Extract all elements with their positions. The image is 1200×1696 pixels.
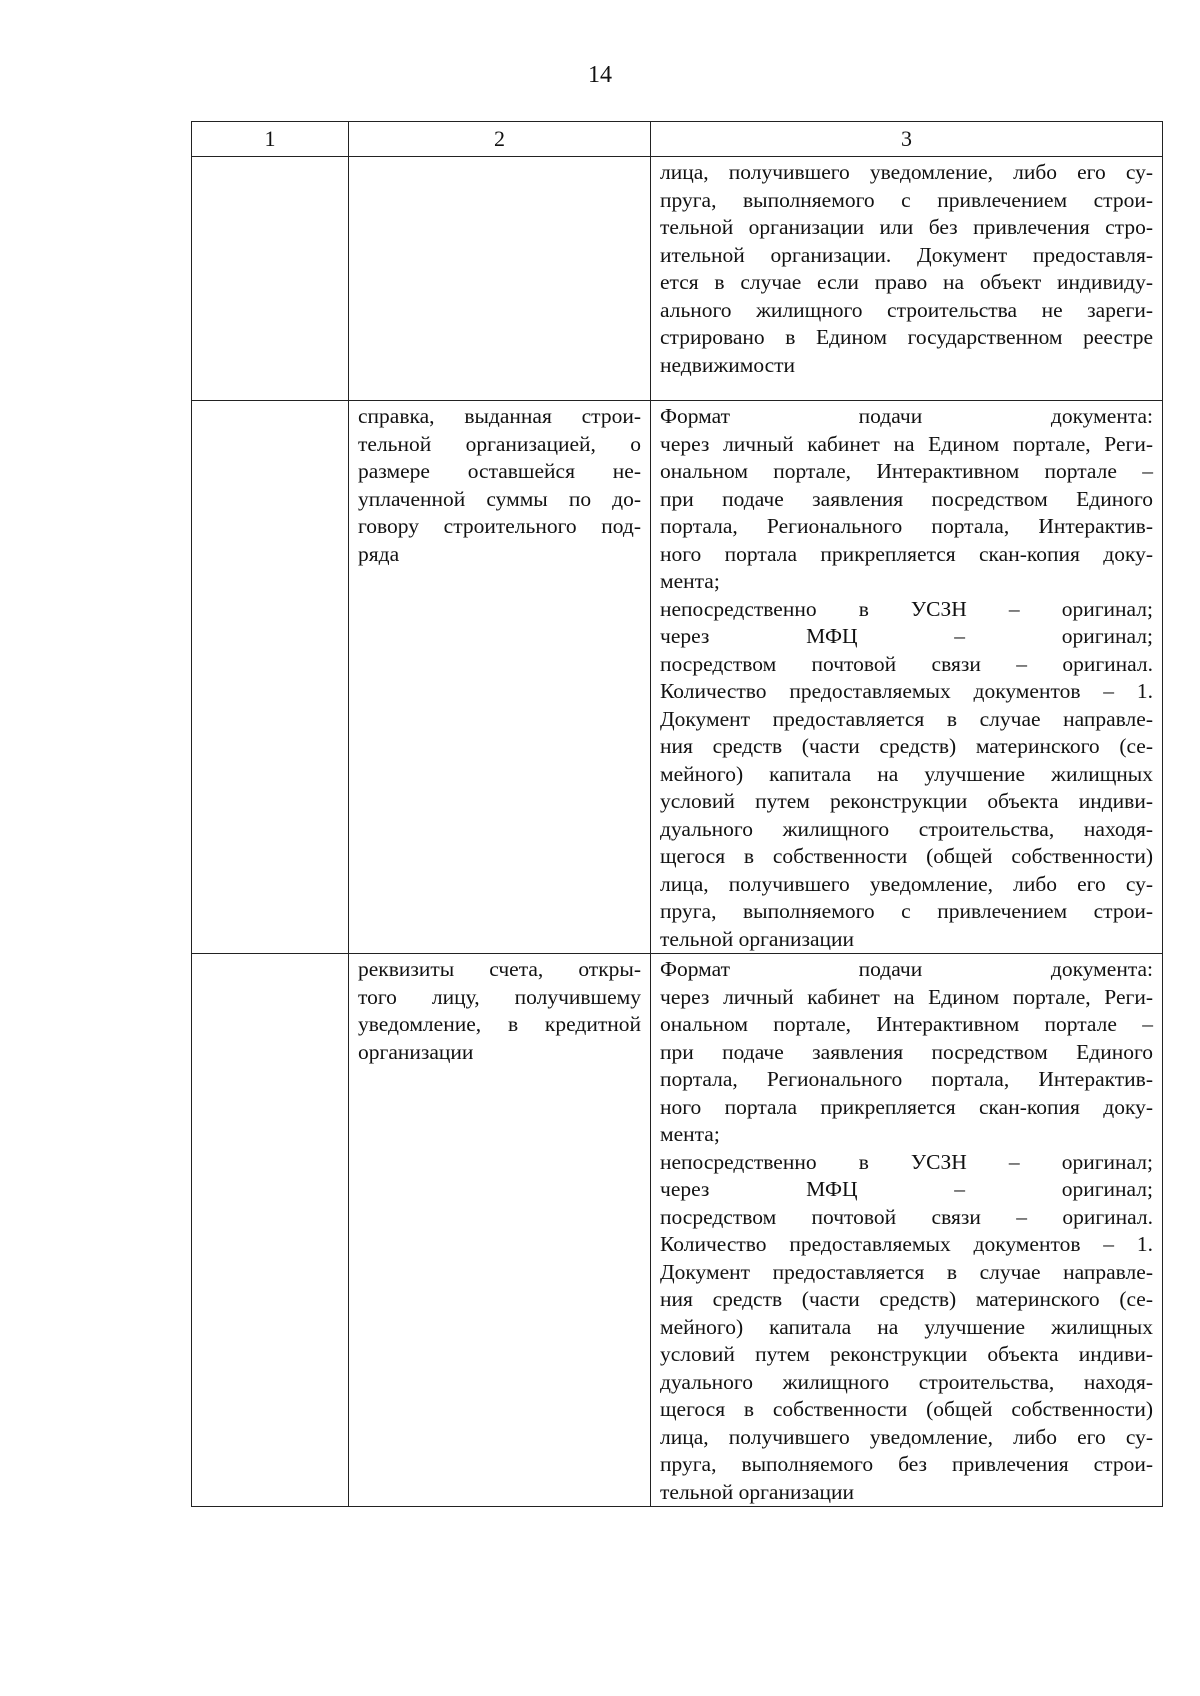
cell-text-line: Документ предоставляется в случае направле- xyxy=(660,706,1153,731)
cell-text-line: ряда xyxy=(358,541,400,566)
cell-text-line: ния средств (части средств) материнского (се- xyxy=(660,1287,1153,1311)
cell-text-line: Формат подачи документа: xyxy=(660,957,1153,981)
page-number: 14 xyxy=(588,62,612,88)
cell-text-line: Документ предоставляется в случае направле- xyxy=(660,1259,1153,1284)
cell-text-line: посредством почтовой связи – оригинал. xyxy=(660,1204,1153,1229)
row-cell-col3 xyxy=(651,401,1163,954)
cell-text-line: тельной организации xyxy=(660,1479,855,1504)
cell-text-line: пруга, выполняемого с привлечением строи- xyxy=(660,899,1153,923)
cell-text-line: тельной организации xyxy=(660,926,855,951)
table-row xyxy=(192,954,1163,1507)
cell-text-line: лица, получившего уведомление, либо его су- xyxy=(660,871,1153,896)
row-cell-col1 xyxy=(192,401,349,954)
row-cell-col1 xyxy=(192,954,349,1507)
cell-text-line: пруга, выполняемого без привлечения строи- xyxy=(660,1452,1153,1476)
table-row xyxy=(192,157,1163,401)
cell-text-line: при подаче заявления посредством Единого xyxy=(660,486,1153,511)
cell-text-line: дуального жилищного строительства, находя- xyxy=(660,816,1153,841)
cell-text-line: через МФЦ – оригинал; xyxy=(660,624,1153,648)
cell-text-line: посредством почтовой связи – оригинал. xyxy=(660,651,1153,676)
row-cell-col3 xyxy=(651,954,1163,1507)
cell-text-line: ется в случае если право на объект индивиду- xyxy=(660,270,1153,294)
cell-text-line: мейного) капитала на улучшение жилищных xyxy=(660,761,1153,786)
cell-text-line: ного портала прикрепляется скан-копия доку- xyxy=(660,1094,1153,1119)
cell-text-line: стрировано в Едином государственном реестре xyxy=(660,325,1153,349)
cell-text-line: при подаче заявления посредством Единого xyxy=(660,1039,1153,1064)
cell-text-line: ния средств (части средств) материнского (се- xyxy=(660,734,1153,758)
row-cell-col1 xyxy=(192,157,349,401)
cell-text-line: щегося в собственности (общей собственности) xyxy=(660,1397,1153,1421)
column-header-1: 1 xyxy=(192,122,349,157)
row-cell-col2 xyxy=(349,954,651,1507)
cell-text-line: ональном портале, Интерактивном портале – xyxy=(660,1012,1153,1036)
cell-text-line: условий путем реконструкции объекта индиви- xyxy=(660,1342,1153,1366)
cell-text-line: ального жилищного строительства не зареги- xyxy=(660,297,1153,322)
cell-text-line: пруга, выполняемого с привлечением строи- xyxy=(660,187,1153,212)
cell-text-line: щегося в собственности (общей собственности) xyxy=(660,844,1153,868)
cell-text-line: справка, выданная строи- xyxy=(358,404,641,428)
cell-text-line: непосредственно в УСЗН – оригинал; xyxy=(660,596,1153,621)
cell-text-line: тельной организации или без привлечения стро- xyxy=(660,215,1153,239)
cell-text-line: мента; xyxy=(660,1122,720,1146)
cell-text-line: через МФЦ – оригинал; xyxy=(660,1177,1153,1201)
row-cell-col2 xyxy=(349,401,651,954)
cell-text-line: говору строительного под- xyxy=(358,514,641,538)
column-header-3: 3 xyxy=(651,122,1163,157)
cell-text-line: мейного) капитала на улучшение жилищных xyxy=(660,1314,1153,1339)
cell-text-line: ного портала прикрепляется скан-копия доку- xyxy=(660,541,1153,566)
cell-text-line: тельной организацией, о xyxy=(358,431,641,456)
cell-text-line: лица, получившего уведомление, либо его су- xyxy=(660,160,1153,184)
cell-text-line: через личный кабинет на Едином портале, Реги- xyxy=(660,984,1153,1009)
cell-text-line: недвижимости xyxy=(660,352,796,377)
cell-text-line: дуального жилищного строительства, находя- xyxy=(660,1369,1153,1394)
cell-text-line: уведомление, в кредитной xyxy=(358,1012,641,1036)
cell-text-line: уплаченной суммы по до- xyxy=(358,486,641,511)
column-header-2: 2 xyxy=(349,122,651,157)
cell-text-line: портала, Регионального портала, Интерактив- xyxy=(660,1067,1153,1091)
cell-text-line: непосредственно в УСЗН – оригинал; xyxy=(660,1149,1153,1174)
cell-text-line: ительной организации. Документ предоставля- xyxy=(660,242,1153,267)
cell-text-line: мента; xyxy=(660,569,720,593)
row-cell-col2 xyxy=(349,157,651,401)
cell-text-line: лица, получившего уведомление, либо его су- xyxy=(660,1424,1153,1449)
document-table xyxy=(191,121,1163,1507)
cell-text-line: ональном портале, Интерактивном портале – xyxy=(660,459,1153,483)
table-header-row xyxy=(192,122,1163,157)
cell-text-line: условий путем реконструкции объекта индиви- xyxy=(660,789,1153,813)
cell-text-line: Формат подачи документа: xyxy=(660,404,1153,428)
table-row xyxy=(192,401,1163,954)
cell-text-line: того лицу, получившему xyxy=(358,984,641,1009)
cell-text-line: реквизиты счета, откры- xyxy=(358,957,641,981)
cell-text-line: размере оставшейся не- xyxy=(358,459,641,483)
row-cell-col3 xyxy=(651,157,1163,401)
cell-text-line: Количество предоставляемых документов – 1. xyxy=(660,679,1153,703)
cell-text-line: Количество предоставляемых документов – 1. xyxy=(660,1232,1153,1256)
cell-text-line: через личный кабинет на Едином портале, Реги- xyxy=(660,431,1153,456)
cell-text-line: портала, Регионального портала, Интерактив- xyxy=(660,514,1153,538)
cell-text-line: организации xyxy=(358,1039,474,1064)
